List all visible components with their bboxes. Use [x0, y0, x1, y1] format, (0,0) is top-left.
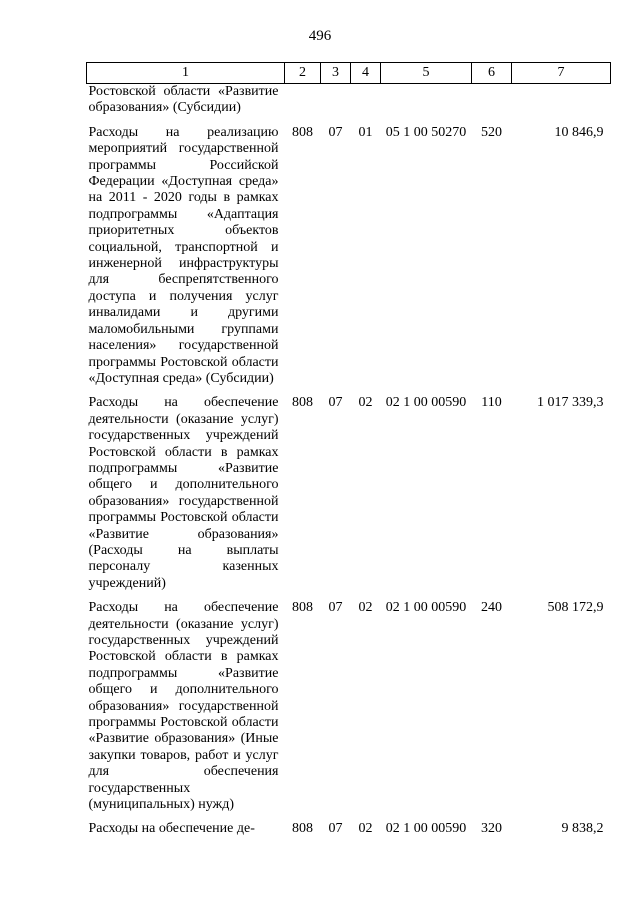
row-rz: 07 — [328, 600, 343, 616]
row-rz: 07 — [328, 124, 343, 140]
table-row — [87, 821, 611, 837]
row-pr: 02 — [358, 395, 373, 411]
row-amount: 1 017 339,3 — [537, 395, 604, 411]
row-gr — [285, 84, 321, 125]
row-amount: 10 846,9 — [554, 124, 604, 140]
row-description: Ростовской области «Развитие образования» (Субсидии) — [88, 84, 279, 116]
row-pr: 02 — [358, 821, 373, 837]
row-csr: 02 1 00 00590 — [385, 600, 467, 616]
row-gr: 808 — [292, 821, 313, 837]
row-description: Расходы на реализацию мероприятий государственной программы Российской Федерации «Доступная среда» на 2011 - 2020 годы в рамках подпрограммы «Адаптация приоритетных объектов социальной, транспортной и инженерной инфраструктуры для беспрепятственного доступа и получения услуг инвалидами и другими маломобильными группами населения» государственной программы Ростовской области «Доступная среда» (Субсидии) — [88, 124, 279, 386]
row-amount: 9 838,2 — [561, 821, 604, 837]
table-row — [87, 600, 611, 821]
row-gr: 808 — [292, 600, 313, 616]
budget-table — [86, 62, 611, 838]
row-amount — [512, 84, 611, 125]
row-csr — [381, 84, 472, 125]
row-vr: 240 — [481, 600, 502, 616]
row-description: Расходы на обеспечение деятельности (оказание услуг) государственных учреждений Ростовской области в рамках подпрограммы «Развитие общего и дополнительного образования» государственной программы Ростовской области «Развитие образования» (Иные закупки товаров, работ и услуг для обеспечения государственных (муниципальных) нужд) — [88, 600, 279, 813]
row-vr — [472, 84, 512, 125]
column-header-4: 4 — [351, 63, 381, 84]
row-vr: 520 — [481, 124, 502, 140]
row-rz: 07 — [328, 395, 343, 411]
row-vr: 110 — [481, 395, 502, 411]
row-gr: 808 — [292, 124, 313, 140]
row-rz: 07 — [328, 821, 343, 837]
column-header-2: 2 — [285, 63, 321, 84]
header-row — [87, 63, 611, 84]
row-csr: 02 1 00 00590 — [385, 821, 467, 837]
row-description: Расходы на обеспечение деятельности (оказание услуг) государственных учреждений Ростовской области в рамках подпрограммы «Развитие общего и дополнительного образования» государственной программы Ростовской области «Развитие образования» (Расходы на выплаты персоналу казенных учреждений) — [88, 395, 279, 591]
table-header — [87, 63, 611, 84]
row-gr: 808 — [292, 395, 313, 411]
row-pr: 01 — [358, 124, 373, 140]
row-csr: 02 1 00 00590 — [385, 395, 467, 411]
column-header-5: 5 — [381, 63, 472, 84]
table-row — [87, 395, 611, 600]
row-csr: 05 1 00 50270 — [385, 124, 467, 140]
row-pr: 02 — [358, 600, 373, 616]
row-description: Расходы на обеспечение де- — [88, 821, 255, 837]
column-header-6: 6 — [472, 63, 512, 84]
table-body — [87, 84, 611, 838]
row-amount: 508 172,9 — [547, 600, 604, 616]
page-number: 496 — [308, 28, 332, 44]
row-pr — [351, 84, 381, 125]
row-vr: 320 — [481, 821, 502, 837]
row-rz — [321, 84, 351, 125]
column-header-3: 3 — [321, 63, 351, 84]
column-header-7: 7 — [512, 63, 611, 84]
table-row — [87, 125, 611, 396]
table-row — [87, 84, 611, 125]
column-header-1: 1 — [87, 63, 285, 84]
